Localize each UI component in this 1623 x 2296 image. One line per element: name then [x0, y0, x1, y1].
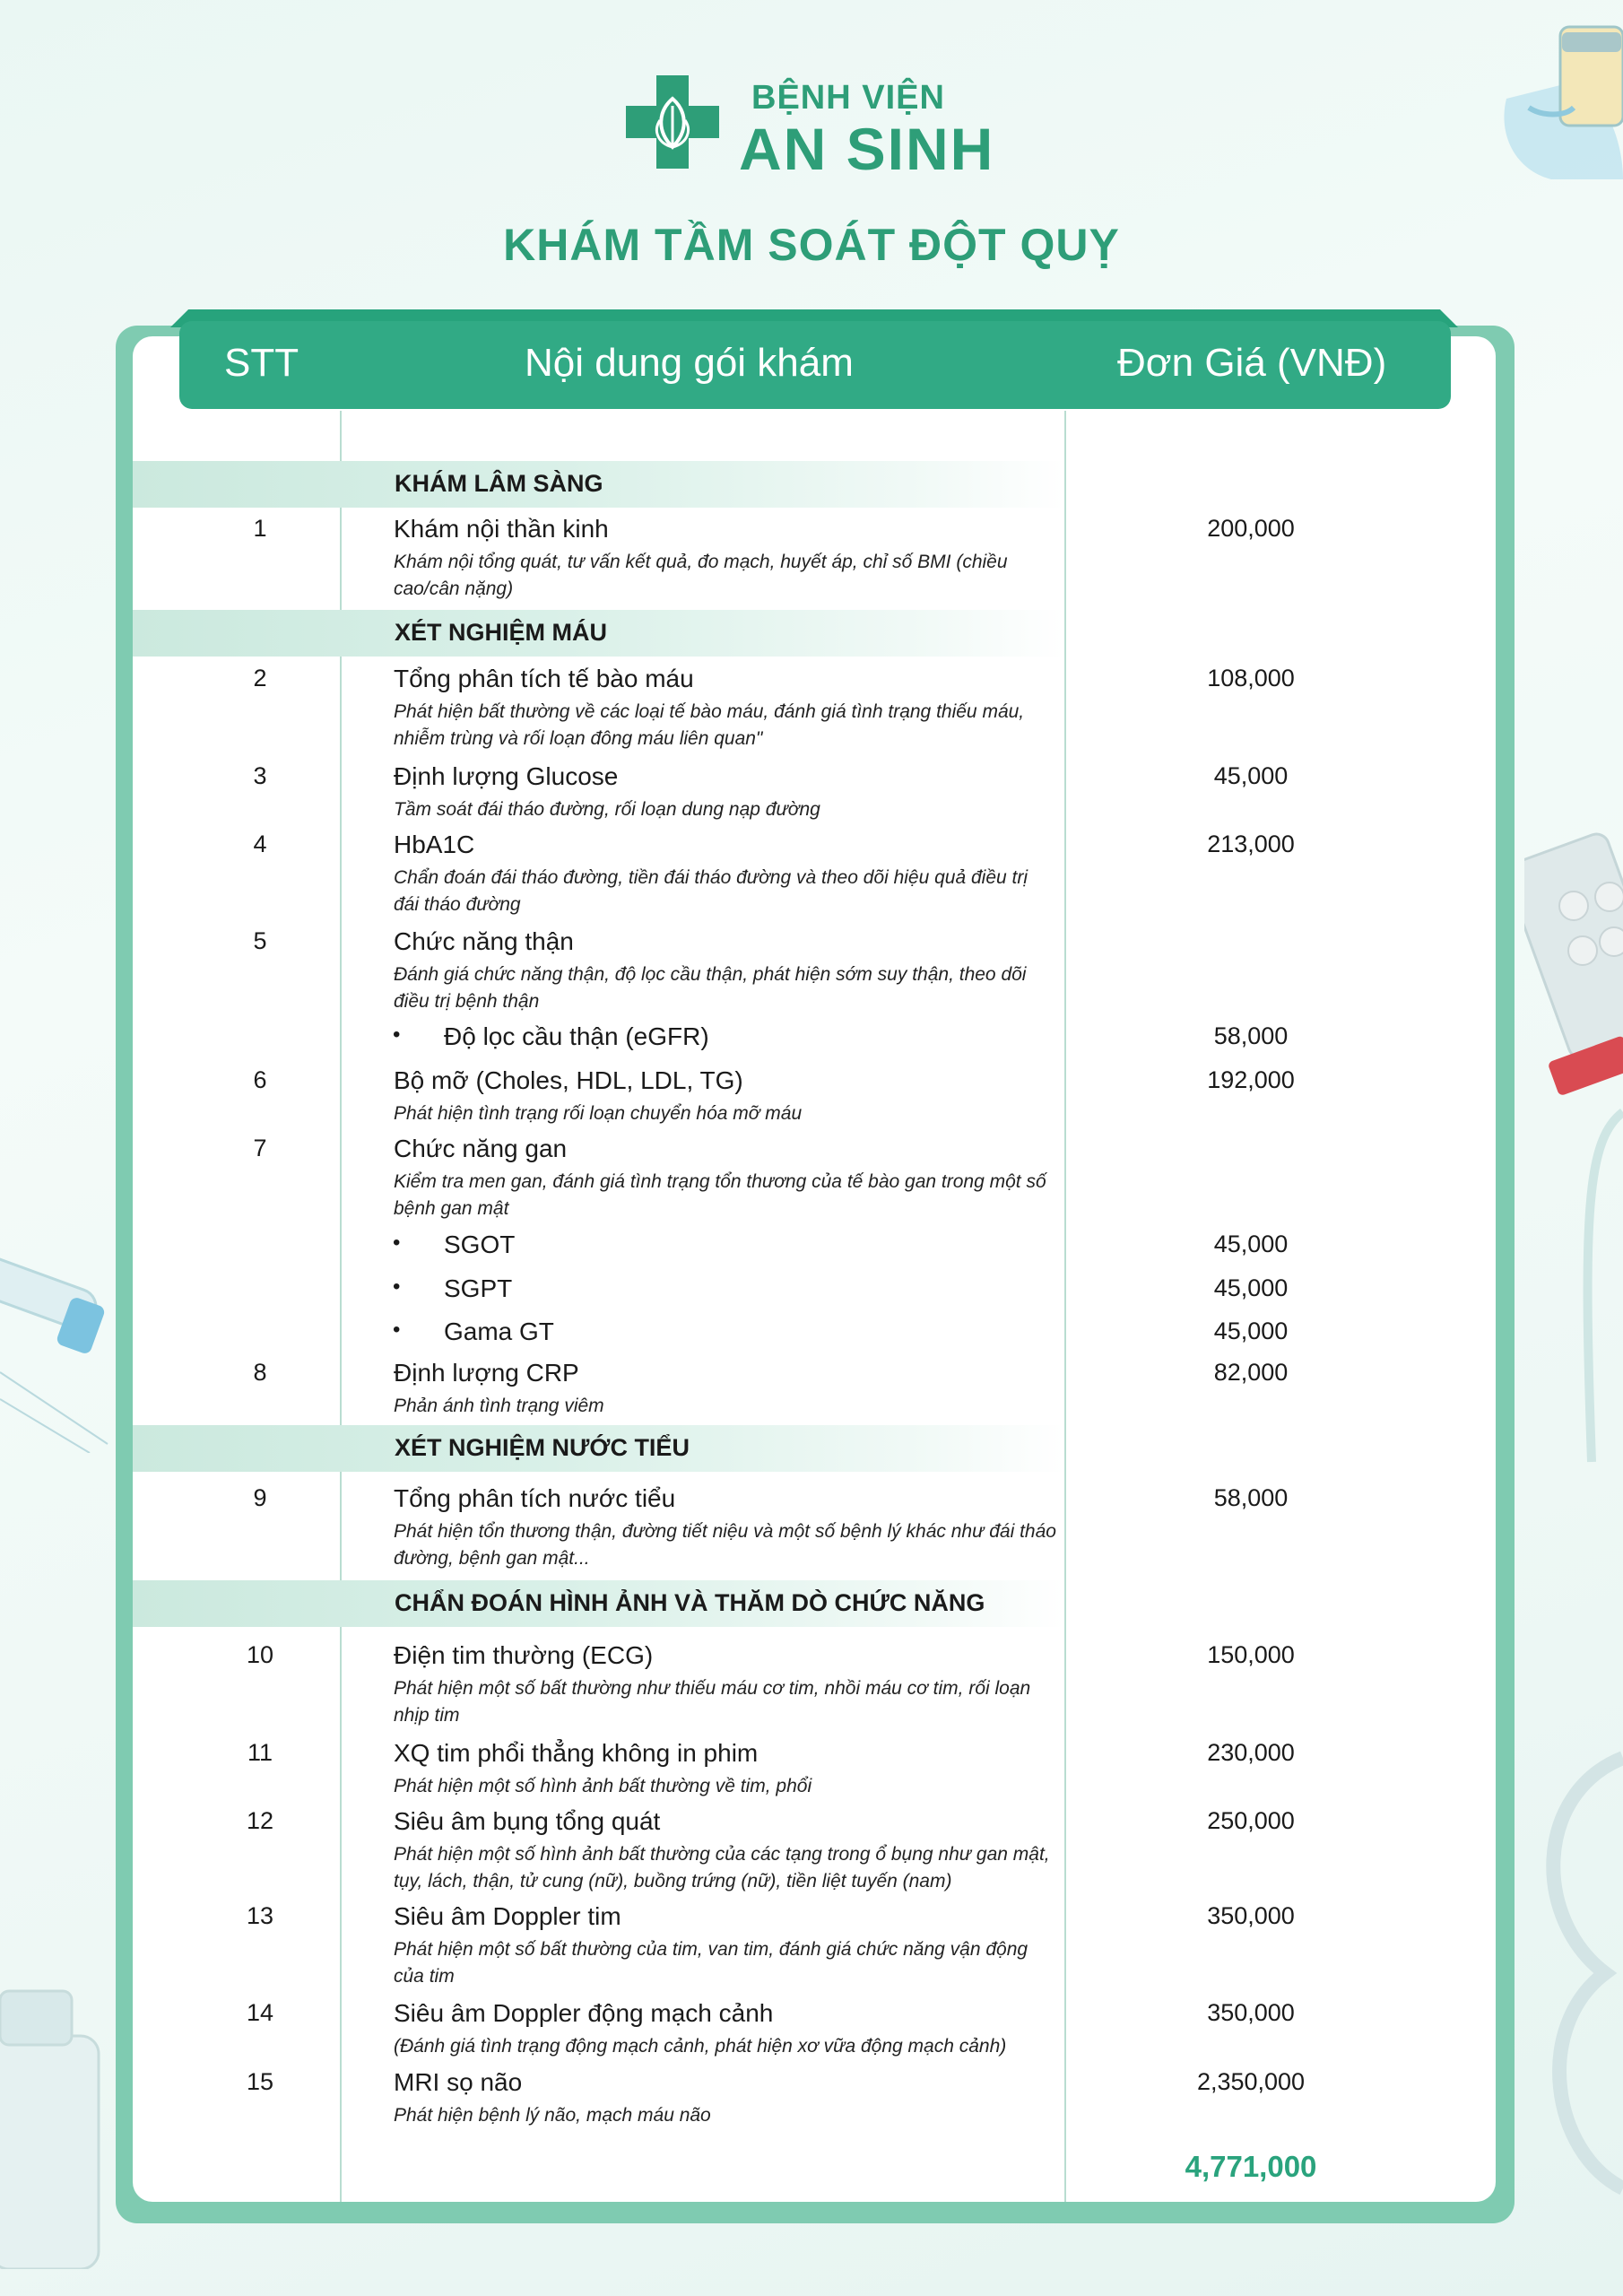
row-name: MRI sọ não — [394, 2068, 523, 2096]
table-header — [179, 321, 1451, 409]
row-stt: 15 — [246, 2068, 274, 2095]
row-desc: Khám nội tổng quát, tư vấn kết quả, đo mạch, huyết áp, chỉ số BMI (chiều cao/cân nặng) — [394, 552, 1008, 599]
row-stt: 13 — [246, 1902, 274, 1929]
row-price: 150,000 — [1207, 1641, 1295, 1668]
section-title: XÉT NGHIỆM MÁU — [395, 619, 608, 646]
row-stt: 2 — [253, 665, 267, 691]
row-desc: Đánh giá chức năng thận, độ lọc cầu thận, phát hiện sớm suy thận, theo dõi điều trị bệnh thận — [394, 964, 1027, 1012]
row-name: Định lượng Glucose — [394, 762, 619, 790]
header-price: Đơn Giá (VNĐ) — [1117, 341, 1387, 385]
row-desc: Phát hiện tình trạng rối loạn chuyển hóa mỡ máu — [394, 1103, 803, 1124]
row-name: Định lượng CRP — [394, 1359, 579, 1387]
column-divider-1 — [340, 411, 342, 2202]
page-header — [0, 0, 1623, 296]
row-stt: 4 — [253, 831, 267, 857]
section-title: KHÁM LÂM SÀNG — [395, 470, 603, 497]
row-stt: 9 — [253, 1484, 267, 1511]
header-content: Nội dung gói khám — [525, 341, 854, 385]
row-desc: (Đánh giá tình trạng động mạch cảnh, phát hiện xơ vữa động mạch cảnh) — [394, 2036, 1007, 2057]
row-name: XQ tim phổi thẳng không in phim — [394, 1739, 759, 1767]
row-name: Tổng phân tích tế bào máu — [394, 665, 694, 692]
row-desc: Tầm soát đái tháo đường, rối loạn dung nạp đường — [394, 799, 820, 820]
row-stt: 14 — [246, 1999, 274, 2026]
hospital-logo — [626, 72, 1002, 182]
sub-item-price: 45,000 — [1213, 1318, 1289, 1344]
test-tube-right-icon — [1569, 1103, 1623, 1480]
column-divider-2 — [1064, 411, 1066, 2202]
header-stt: STT — [224, 341, 299, 385]
row-stt: 8 — [253, 1359, 267, 1386]
section-header — [133, 610, 1065, 657]
row-desc: Chẩn đoán đái tháo đường, tiền đái tháo đường và theo dõi hiệu quả điều trị đái tháo đường — [394, 867, 1028, 915]
section-title: CHẨN ĐOÁN HÌNH ẢNH VÀ THĂM DÒ CHỨC NĂNG — [395, 1589, 985, 1616]
row-desc: Phát hiện bất thường về các loại tế bào máu, đánh giá tình trạng thiếu máu, nhiễm trùng và rối loạn đông máu liên quan" — [394, 701, 1025, 749]
page-title: KHÁM TẦM SOÁT ĐỘT QUỴ — [503, 220, 1120, 270]
medicine-bottle-icon — [0, 1928, 117, 2269]
total-price: 4,771,000 — [1185, 2150, 1317, 2183]
bullet-icon: • — [393, 1318, 401, 1342]
brand-main-text: AN SINH — [739, 116, 995, 182]
row-stt: 1 — [253, 515, 267, 542]
row-price: 58,000 — [1213, 1484, 1289, 1511]
row-name: Khám nội thần kinh — [394, 515, 609, 543]
row-desc: Phát hiện một số bất thường của tim, van tim, đánh giá chức năng vận động của tim — [394, 1939, 1028, 1987]
row-stt: 11 — [247, 1739, 273, 1766]
row-price: 45,000 — [1213, 762, 1289, 789]
brand-top-text: BỆNH VIỆN — [751, 79, 945, 117]
bullet-icon: • — [393, 1274, 401, 1299]
row-name: Bộ mỡ (Choles, HDL, LDL, TG) — [394, 1066, 743, 1094]
row-name: Chức năng gan — [394, 1135, 568, 1162]
sub-item-price: 58,000 — [1213, 1022, 1289, 1049]
row-desc: Phát hiện một số hình ảnh bất thường về tim, phổi — [394, 1776, 812, 1796]
row-name: Chức năng thận — [394, 927, 574, 955]
section-header — [133, 1425, 1065, 1472]
row-name: Tổng phân tích nước tiểu — [394, 1484, 676, 1512]
row-price: 200,000 — [1207, 515, 1295, 542]
row-stt: 3 — [253, 762, 267, 789]
row-name: HbA1C — [394, 831, 475, 858]
row-desc: Phát hiện tổn thương thận, đường tiết niệu và một số bệnh lý khác như đái tháo đường, bệnh gan mật... — [394, 1521, 1056, 1569]
sub-item-name: SGPT — [444, 1274, 513, 1302]
row-desc: Phát hiện bệnh lý não, mạch máu não — [394, 2105, 711, 2126]
row-desc: Phát hiện một số bất thường như thiếu máu cơ tim, nhồi máu cơ tim, rối loạn nhịp tim — [394, 1678, 1031, 1726]
sub-item-price: 45,000 — [1213, 1231, 1289, 1257]
row-price: 82,000 — [1213, 1359, 1289, 1386]
row-name: Siêu âm Doppler tim — [394, 1902, 621, 1930]
row-stt: 6 — [253, 1066, 267, 1093]
test-tube-left-icon — [0, 1238, 135, 1453]
row-price: 350,000 — [1207, 1999, 1295, 2026]
row-price: 108,000 — [1207, 665, 1295, 691]
section-header — [133, 1580, 1065, 1627]
row-price: 2,350,000 — [1196, 2068, 1306, 2095]
bullet-icon: • — [393, 1231, 401, 1255]
row-price: 350,000 — [1207, 1902, 1295, 1929]
row-stt: 10 — [246, 1641, 274, 1668]
bullet-icon: • — [393, 1022, 401, 1047]
row-price: 213,000 — [1207, 831, 1295, 857]
row-stt: 7 — [253, 1135, 267, 1161]
row-price: 230,000 — [1207, 1739, 1295, 1766]
row-price: 250,000 — [1207, 1807, 1295, 1834]
row-desc: Kiểm tra men gan, đánh giá tình trạng tổn thương của tế bào gan trong một số bệnh gan mật — [394, 1171, 1046, 1219]
sub-item-name: Gama GT — [444, 1318, 554, 1345]
row-price: 192,000 — [1207, 1066, 1295, 1093]
row-name: Điện tim thường (ECG) — [394, 1641, 654, 1669]
row-stt: 5 — [253, 927, 267, 954]
pill-blister-illustration-icon — [1524, 825, 1623, 1166]
medical-cross-leaf-icon — [626, 75, 719, 169]
row-name: Siêu âm Doppler động mạch cảnh — [394, 1999, 774, 2027]
sub-item-price: 45,000 — [1213, 1274, 1289, 1301]
row-desc: Phát hiện một số hình ảnh bất thường của các tạng trong ổ bụng như gan mật, tụy, lách, thận, tử cung (nữ), buồng trứng (nữ), tiền liệt tuyến (nam) — [394, 1844, 1050, 1892]
section-header — [133, 461, 1065, 508]
sub-item-name: SGOT — [444, 1231, 516, 1258]
row-name: Siêu âm bụng tổng quát — [394, 1807, 661, 1835]
row-stt: 12 — [246, 1807, 274, 1834]
stethoscope-illustration-icon — [1497, 1740, 1623, 2206]
section-title: XÉT NGHIỆM NƯỚC TIỂU — [395, 1434, 690, 1461]
row-desc: Phản ánh tình trạng viêm — [394, 1396, 604, 1416]
sub-item-name: Độ lọc cầu thận (eGFR) — [444, 1022, 709, 1050]
